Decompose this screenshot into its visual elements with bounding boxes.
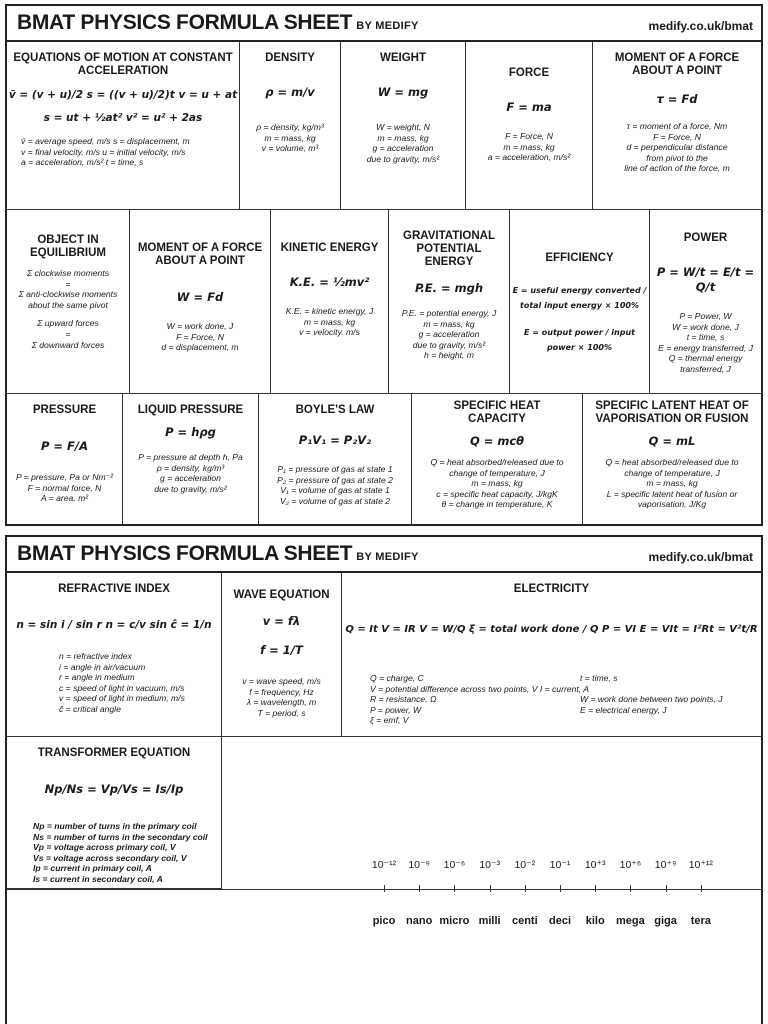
formula: Q = mcθ: [469, 434, 525, 448]
box-title: KINETIC ENERGY: [280, 242, 379, 254]
variable-legend: n = refractive index i = angle in air/vacuum r = angle in medium c = speed of light in vacuum, m/s v = speed of light in medium, m/s ĉ = critical angle: [59, 651, 185, 714]
variable-legend: Q = heat absorbed/released due to change of temperature, J m = mass, kg c = specific heat capacity, J/kgK θ = change in temperature, K: [430, 457, 564, 510]
variable-legend: t = time, s W = work done between two points, J E = electrical energy, J: [580, 673, 723, 715]
specific-latent-heat-box: [583, 394, 761, 524]
sheet-url: medify.co.uk/bmat: [648, 19, 753, 33]
variable-legend: Np = number of turns in the primary coil Ns = number of turns in the secondary coil Vp = voltage across primary coil, V Vs = voltage across secondary coil, V Ip = current in primary coil, A Is = current in secondary coil, A: [33, 821, 208, 884]
formula: Q = mL: [648, 434, 696, 448]
prefix-box: [222, 737, 761, 889]
variable-legend: P = pressure, Pa or Nm⁻² F = normal force, N A = area, m²: [15, 472, 114, 504]
variable-legend: F = Force, N m = mass, kg a = acceleration, m/s²: [487, 131, 571, 163]
formula: P₁V₁ = P₂V₂: [298, 433, 372, 447]
prefix-power-nano: 10⁻⁹: [408, 859, 431, 871]
sheet-header: [7, 6, 761, 42]
prefix-name-micro: micro: [439, 915, 470, 927]
variable-legend: Q = heat absorbed/released due to change of temperature, J m = mass, kg L = specific latent heat of fusion or vaporisation, J/Kg: [605, 457, 739, 510]
scale-tick: [525, 885, 526, 892]
sheet-header: [7, 537, 761, 573]
formula: τ = Fd: [656, 92, 698, 106]
box-title: WAVE EQUATION: [233, 589, 330, 601]
prefix-power-kilo: 10⁺³: [584, 859, 606, 871]
scale-tick: [701, 885, 702, 892]
power-box: [650, 210, 761, 394]
scale-tick: [560, 885, 561, 892]
formula: P = W/t = E/t = Q/t: [656, 265, 755, 294]
prefix-power-mega: 10⁺⁶: [619, 859, 642, 871]
transformer-equation-box: [7, 737, 222, 889]
formula: Np/Ns = Vp/Vs = Is/Ip: [44, 782, 184, 796]
box-title: SPECIFIC HEAT CAPACITY: [453, 400, 541, 425]
box-title: LIQUID PRESSURE: [137, 404, 244, 416]
formula: Q = It V = IR V = W/Q ξ = total work done / Q P = VI E = VIt = I²Rt = V²t/R: [345, 624, 758, 635]
scale-tick: [630, 885, 631, 892]
formula: n = sin i / sin r n = c/v sin ĉ = 1/n: [16, 619, 212, 631]
variable-legend: P₁ = pressure of gas at state 1 P₂ = pressure of gas at state 2 V₁ = volume of gas at state 1 V₂ = volume of gas at state 2: [277, 464, 393, 506]
weight-box: [341, 42, 466, 210]
box-title: BOYLE'S LAW: [295, 404, 375, 416]
box-title: DENSITY: [265, 52, 315, 64]
prefix-name-centi: centi: [511, 915, 538, 927]
formula: W = mg: [377, 85, 429, 99]
sheet-title: BMAT PHYSICS FORMULA SHEET BY MEDIFY: [17, 542, 419, 565]
formula: s = ut + ½at² v² = u² + 2as: [43, 112, 203, 124]
density-box: [240, 42, 341, 210]
scale-tick: [490, 885, 491, 892]
box-title: TRANSFORMER EQUATION: [37, 747, 191, 759]
formula: K.E. = ½mv²: [289, 275, 370, 289]
variable-legend: W = work done, J F = Force, N d = displacement, m: [161, 321, 239, 353]
prefix-name-nano: nano: [406, 915, 433, 927]
variable-legend: K.E. = kinetic energy, J m = mass, kg v = velocity. m/s: [285, 306, 374, 338]
box-title: SPECIFIC LATENT HEAT OF VAPORISATION OR FUSION: [595, 400, 749, 425]
box-title: EQUATIONS OF MOTION AT CONSTANT ACCELERATION: [13, 52, 233, 77]
prefix-power-deci: 10⁻¹: [549, 859, 571, 871]
formula: P = hρg: [165, 425, 216, 439]
formula: P = F/A: [40, 439, 89, 453]
scale-tick: [384, 885, 385, 892]
variable-legend: Q = charge, C V = potential difference across two points, V I = current, A R = resistance, Ω P = power, W ξ = emf, V: [370, 673, 589, 726]
variable-legend: P = Power, W W = work done, J t = time, s E = energy transferred, J Q = thermal energy transferred, J: [658, 311, 753, 374]
variable-legend: P.E. = potential energy, J m = mass, kg g = acceleration due to gravity, m/s² h = height, m: [401, 308, 497, 361]
box-title: OBJECT IN EQUILIBRIUM: [29, 234, 107, 259]
liquid-pressure-box: [123, 394, 259, 524]
refractive-index-box: [7, 573, 222, 737]
prefix-name-mega: mega: [616, 915, 645, 927]
prefix-power-pico: 10⁻¹²: [371, 859, 397, 871]
prefix-name-tera: tera: [690, 915, 711, 927]
force-box: [466, 42, 593, 210]
box-title: EFFICIENCY: [545, 252, 614, 264]
scale-tick: [595, 885, 596, 892]
scale-tick: [419, 885, 420, 892]
sheet-title: BMAT PHYSICS FORMULA SHEET BY MEDIFY: [17, 11, 419, 34]
prefix-power-giga: 10⁺⁹: [654, 859, 677, 871]
equations-of-motion-box: [7, 42, 240, 210]
prefix-power-milli: 10⁻³: [479, 859, 500, 871]
formula: v = fλ: [262, 614, 301, 628]
scale-tick: [666, 885, 667, 892]
prefix-name-giga: giga: [654, 915, 677, 927]
prefix-power-tera: 10⁺¹²: [688, 859, 713, 871]
variable-legend: τ = moment of a force, Nm F = Force, N d = perpendicular distance from pivot to the line of action of the force, m: [624, 121, 730, 174]
electricity-box: [342, 573, 761, 737]
equilibrium-box: [7, 210, 130, 394]
sheet-byline: BY MEDIFY: [356, 551, 419, 563]
formula: P.E. = mgh: [414, 281, 484, 295]
formula: ρ = m/v: [265, 85, 315, 99]
sheet-byline: BY MEDIFY: [356, 20, 419, 32]
box-title: GRAVITATIONAL POTENTIAL ENERGY: [403, 230, 495, 268]
moment-of-force-box: [593, 42, 761, 210]
variable-legend: v̄ = average speed, m/s s = displacement, m v = final velocity, m/s u = initial velocity, m/s a = acceleration, m/s² t = time, s: [21, 136, 190, 168]
kinetic-energy-box: [271, 210, 389, 394]
formula: W = Fd: [176, 290, 224, 304]
specific-heat-capacity-box: [412, 394, 583, 524]
box-title: ELECTRICITY: [513, 583, 590, 595]
work-done-box: [130, 210, 271, 394]
box-title: MOMENT OF A FORCE ABOUT A POINT: [614, 52, 740, 77]
variable-legend: Σ clockwise moments = Σ anti-clockwise moments about the same pivot Σ upward forces = Σ downward forces: [18, 268, 118, 350]
scale-tick: [454, 885, 455, 892]
formula: E = useful energy converted / total input energy × 100%: [512, 286, 647, 310]
sheet-url: medify.co.uk/bmat: [648, 550, 753, 564]
prefix-name-pico: pico: [372, 915, 396, 927]
box-title: PRESSURE: [32, 404, 97, 416]
variable-legend: W = weight, N m = mass, kg g = acceleration due to gravity, m/s²: [366, 122, 440, 164]
prefix-name-milli: milli: [478, 915, 501, 927]
prefix-power-centi: 10⁻²: [514, 859, 536, 871]
box-title: POWER: [683, 232, 728, 244]
boyles-law-box: [259, 394, 412, 524]
variable-legend: P = pressure at depth h, Pa ρ = density, kg/m³ g = acceleration due to gravity, m/s²: [138, 452, 243, 494]
wave-equation-box: [222, 573, 342, 737]
formula: f = 1/T: [260, 643, 303, 657]
efficiency-box: [510, 210, 650, 394]
prefix-name-deci: deci: [548, 915, 572, 927]
formula-sheet-2: [5, 535, 763, 1024]
prefix-name-kilo: kilo: [585, 915, 605, 927]
pressure-box: [7, 394, 123, 524]
prefix-scale: [7, 889, 761, 949]
formula: v̄ = (v + u)/2 s = ((v + u)/2)t v = u + at: [8, 89, 238, 101]
formula: F = ma: [506, 100, 552, 114]
formula-sheet-1: [5, 4, 763, 526]
box-title: MOMENT OF A FORCE ABOUT A POINT: [137, 242, 263, 267]
prefix-power-micro: 10⁻⁶: [443, 859, 466, 871]
formula: E = output power / input power × 100%: [524, 328, 635, 352]
potential-energy-box: [389, 210, 510, 394]
box-title: WEIGHT: [380, 52, 426, 64]
variable-legend: v = wave speed, m/s f = frequency, Hz λ = wavelength, m T = period, s: [242, 676, 321, 718]
box-title: FORCE: [508, 67, 550, 79]
box-title: REFRACTIVE INDEX: [58, 583, 170, 595]
variable-legend: ρ = density, kg/m³ m = mass, kg v = volume, m³: [256, 122, 324, 154]
